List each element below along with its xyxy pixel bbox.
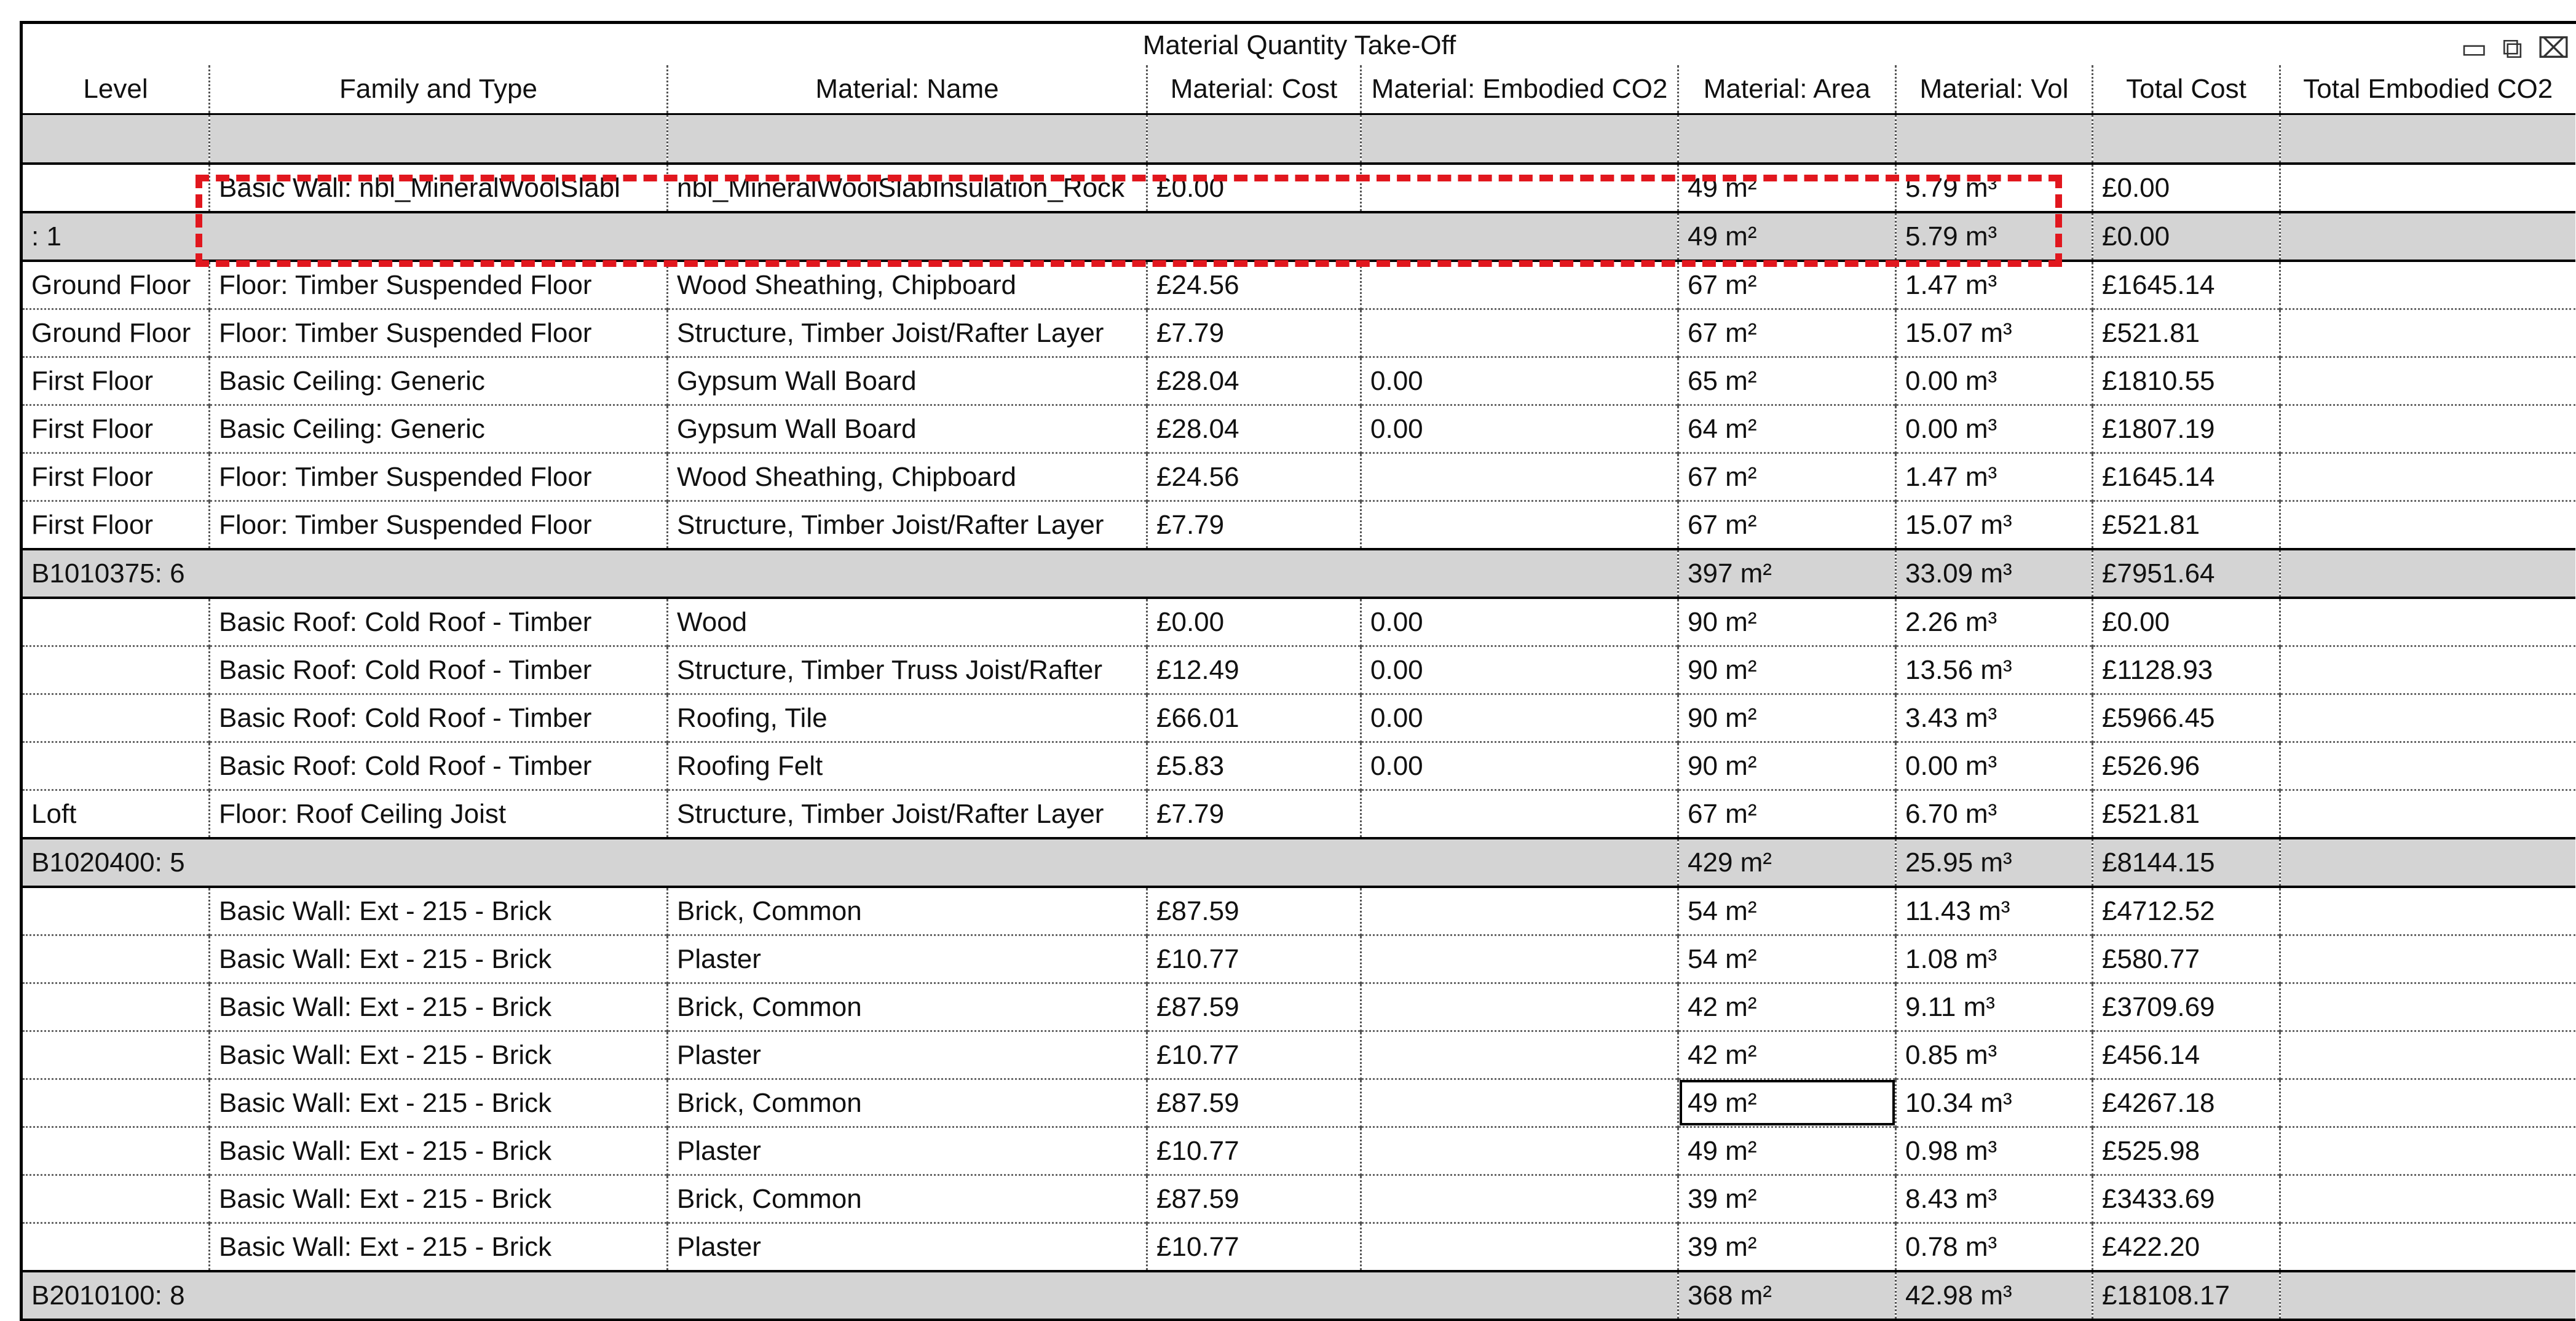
table-cell[interactable]: £28.04: [1147, 357, 1361, 405]
table-cell[interactable]: [22, 1175, 210, 1223]
header-row: [22, 65, 2575, 114]
table-cell[interactable]: £1645.14: [2093, 453, 2280, 501]
table-cell[interactable]: Loft: [22, 790, 210, 838]
table-cell[interactable]: £87.59: [1147, 1175, 1361, 1223]
table-cell[interactable]: [22, 742, 210, 790]
table-cell[interactable]: Basic Wall: nbl_MineralWoolSlabl: [210, 164, 668, 212]
subtotal-co2: [2280, 838, 2575, 887]
table-cell[interactable]: Basic Wall: Ext - 215 - Brick: [210, 1175, 668, 1223]
restore-icon[interactable]: ⧉: [2502, 32, 2523, 64]
table-cell[interactable]: £3433.69: [2093, 1175, 2280, 1223]
table-cell[interactable]: 11.43 m³: [1896, 887, 2093, 935]
table-cell[interactable]: Gypsum Wall Board: [668, 357, 1147, 405]
table-cell[interactable]: £1807.19: [2093, 405, 2280, 453]
table-cell[interactable]: £526.96: [2093, 742, 2280, 790]
table-cell[interactable]: 2.26 m³: [1896, 598, 2093, 646]
schedule-title-bar: [20, 21, 2576, 65]
column-header[interactable]: Material: Name: [668, 65, 1147, 114]
table-cell[interactable]: 0.00: [1361, 357, 1678, 405]
table-cell[interactable]: Wood Sheathing, Chipboard: [668, 261, 1147, 309]
table-cell[interactable]: [2280, 790, 2575, 838]
table-cell[interactable]: Gypsum Wall Board: [668, 405, 1147, 453]
table-cell[interactable]: Basic Ceiling: Generic: [210, 405, 668, 453]
subtotal-cost: £7951.64: [2093, 549, 2280, 598]
table-cell[interactable]: [1361, 1031, 1678, 1079]
table-cell[interactable]: Structure, Timber Truss Joist/Rafter: [668, 646, 1147, 694]
table-cell[interactable]: 0.00 m³: [1896, 357, 2093, 405]
table-cell[interactable]: 1.47 m³: [1896, 261, 2093, 309]
table-cell[interactable]: 39 m²: [1678, 1175, 1896, 1223]
table-cell[interactable]: [1361, 501, 1678, 549]
table-cell[interactable]: Floor: Timber Suspended Floor: [210, 261, 668, 309]
subtotal-row[interactable]: [22, 212, 2575, 261]
table-cell[interactable]: 42 m²: [1678, 983, 1896, 1031]
table-cell[interactable]: Structure, Timber Joist/Rafter Layer: [668, 501, 1147, 549]
table-cell[interactable]: Brick, Common: [668, 983, 1147, 1031]
table-cell[interactable]: £87.59: [1147, 887, 1361, 935]
window-controls: [2461, 31, 2570, 66]
table-cell[interactable]: £24.56: [1147, 453, 1361, 501]
table-cell[interactable]: Basic Wall: Ext - 215 - Brick: [210, 983, 668, 1031]
table-cell[interactable]: [2280, 1175, 2575, 1223]
table-cell[interactable]: [22, 935, 210, 983]
table-row[interactable]: [22, 983, 2575, 1031]
table-cell: [1678, 114, 1896, 164]
table-cell[interactable]: 0.78 m³: [1896, 1223, 2093, 1271]
table-cell[interactable]: Basic Wall: Ext - 215 - Brick: [210, 1079, 668, 1127]
table-cell[interactable]: £10.77: [1147, 1127, 1361, 1175]
table-cell[interactable]: 0.00: [1361, 694, 1678, 742]
table-cell[interactable]: Basic Roof: Cold Roof - Timber: [210, 694, 668, 742]
table-cell[interactable]: [2280, 1031, 2575, 1079]
table-cell[interactable]: [1361, 261, 1678, 309]
column-header[interactable]: Material: Cost: [1147, 65, 1361, 114]
material-takeoff-table: [20, 65, 2575, 1321]
table-cell[interactable]: Basic Wall: Ext - 215 - Brick: [210, 887, 668, 935]
table-cell[interactable]: First Floor: [22, 357, 210, 405]
subtotal-label: : 1: [22, 212, 1678, 261]
table-cell[interactable]: [22, 694, 210, 742]
table-cell[interactable]: [1361, 935, 1678, 983]
table-cell[interactable]: £87.59: [1147, 983, 1361, 1031]
table-cell[interactable]: [1361, 1127, 1678, 1175]
table-cell[interactable]: [22, 983, 210, 1031]
table-cell[interactable]: [1361, 983, 1678, 1031]
table-row[interactable]: [22, 646, 2575, 694]
table-cell[interactable]: £456.14: [2093, 1031, 2280, 1079]
table-cell[interactable]: Brick, Common: [668, 887, 1147, 935]
table-cell[interactable]: 90 m²: [1678, 598, 1896, 646]
table-cell: [2093, 114, 2280, 164]
table-cell[interactable]: Floor: Timber Suspended Floor: [210, 309, 668, 357]
table-cell[interactable]: 90 m²: [1678, 742, 1896, 790]
table-cell[interactable]: [22, 598, 210, 646]
table-cell[interactable]: 67 m²: [1678, 261, 1896, 309]
table-cell[interactable]: £521.81: [2093, 501, 2280, 549]
table-cell[interactable]: Roofing Felt: [668, 742, 1147, 790]
table-cell: [210, 114, 668, 164]
table-cell[interactable]: [1361, 309, 1678, 357]
table-cell[interactable]: Basic Roof: Cold Roof - Timber: [210, 646, 668, 694]
table-cell[interactable]: 0.00: [1361, 598, 1678, 646]
table-cell[interactable]: 65 m²: [1678, 357, 1896, 405]
subtotal-label: B1010375: 6: [22, 549, 1678, 598]
table-cell[interactable]: Floor: Roof Ceiling Joist: [210, 790, 668, 838]
table-cell[interactable]: £7.79: [1147, 309, 1361, 357]
table-cell[interactable]: 13.56 m³: [1896, 646, 2093, 694]
table-cell[interactable]: 90 m²: [1678, 694, 1896, 742]
subtotal-vol: 25.95 m³: [1896, 838, 2093, 887]
table-body: [22, 114, 2575, 1320]
table-row[interactable]: [22, 1127, 2575, 1175]
table-cell[interactable]: £87.59: [1147, 1079, 1361, 1127]
table-cell[interactable]: £28.04: [1147, 405, 1361, 453]
table-cell[interactable]: Plaster: [668, 1031, 1147, 1079]
table-cell[interactable]: 39 m²: [1678, 1223, 1896, 1271]
table-row[interactable]: [22, 694, 2575, 742]
table-cell: [1896, 114, 2093, 164]
table-cell[interactable]: Basic Wall: Ext - 215 - Brick: [210, 1031, 668, 1079]
table-cell[interactable]: Wood: [668, 598, 1147, 646]
subtotal-cost: £0.00: [2093, 212, 2280, 261]
subtotal-vol: 33.09 m³: [1896, 549, 2093, 598]
table-cell[interactable]: £7.79: [1147, 501, 1361, 549]
table-cell[interactable]: 0.00 m³: [1896, 405, 2093, 453]
table-cell[interactable]: [22, 1079, 210, 1127]
table-cell[interactable]: [2280, 1223, 2575, 1271]
table-cell: [1147, 114, 1361, 164]
table-cell: [22, 114, 210, 164]
table-cell[interactable]: £10.77: [1147, 1031, 1361, 1079]
table-cell[interactable]: £521.81: [2093, 309, 2280, 357]
subtotal-co2: [2280, 212, 2575, 261]
table-cell[interactable]: 49 m²: [1678, 1127, 1896, 1175]
subtotal-vol: 5.79 m³: [1896, 212, 2093, 261]
subtotal-cost: £18108.17: [2093, 1271, 2280, 1320]
table-cell[interactable]: £0.00: [2093, 598, 2280, 646]
table-cell[interactable]: 1.47 m³: [1896, 453, 2093, 501]
subtotal-row[interactable]: [22, 838, 2575, 887]
table-cell[interactable]: 49 m²: [1678, 1079, 1896, 1127]
table-cell: [2280, 114, 2575, 164]
table-cell[interactable]: 9.11 m³: [1896, 983, 2093, 1031]
table-cell[interactable]: Plaster: [668, 935, 1147, 983]
table-cell[interactable]: [2280, 261, 2575, 309]
subtotal-area: 368 m²: [1678, 1271, 1896, 1320]
table-cell[interactable]: £0.00: [2093, 164, 2280, 212]
table-cell[interactable]: 67 m²: [1678, 453, 1896, 501]
table-cell[interactable]: 67 m²: [1678, 501, 1896, 549]
table-cell[interactable]: 6.70 m³: [1896, 790, 2093, 838]
table-cell[interactable]: 15.07 m³: [1896, 309, 2093, 357]
column-header[interactable]: Material: Vol: [1896, 65, 2093, 114]
column-header[interactable]: Family and Type: [210, 65, 668, 114]
subtotal-area: 49 m²: [1678, 212, 1896, 261]
table-cell[interactable]: [1361, 1175, 1678, 1223]
table-cell[interactable]: 54 m²: [1678, 887, 1896, 935]
table-cell[interactable]: Basic Wall: Ext - 215 - Brick: [210, 1223, 668, 1271]
table-cell[interactable]: Basic Ceiling: Generic: [210, 357, 668, 405]
table-cell[interactable]: £580.77: [2093, 935, 2280, 983]
table-cell[interactable]: Basic Roof: Cold Roof - Timber: [210, 598, 668, 646]
subtotal-row[interactable]: [22, 549, 2575, 598]
subtotal-area: 397 m²: [1678, 549, 1896, 598]
table-cell[interactable]: Brick, Common: [668, 1175, 1147, 1223]
table-cell[interactable]: £1810.55: [2093, 357, 2280, 405]
table-row[interactable]: [22, 1175, 2575, 1223]
table-cell[interactable]: 5.79 m³: [1896, 164, 2093, 212]
column-header[interactable]: Material: Embodied CO2: [1361, 65, 1678, 114]
table-cell[interactable]: £7.79: [1147, 790, 1361, 838]
table-row[interactable]: [22, 164, 2575, 212]
subtotal-co2: [2280, 549, 2575, 598]
table-cell[interactable]: £1128.93: [2093, 646, 2280, 694]
table-cell[interactable]: 0.98 m³: [1896, 1127, 2093, 1175]
table-row[interactable]: [22, 935, 2575, 983]
table-row[interactable]: [22, 501, 2575, 549]
column-header[interactable]: Total Cost: [2093, 65, 2280, 114]
subtotal-cost: £8144.15: [2093, 838, 2280, 887]
table-cell[interactable]: [2280, 742, 2575, 790]
table-cell[interactable]: [1361, 1223, 1678, 1271]
subtotal-row[interactable]: [22, 1271, 2575, 1320]
table-cell[interactable]: £525.98: [2093, 1127, 2280, 1175]
table-cell[interactable]: 67 m²: [1678, 309, 1896, 357]
table-row[interactable]: [22, 357, 2575, 405]
table-row[interactable]: [22, 1223, 2575, 1271]
table-cell[interactable]: £4267.18: [2093, 1079, 2280, 1127]
table-cell[interactable]: [22, 646, 210, 694]
table-cell[interactable]: £12.49: [1147, 646, 1361, 694]
table-cell[interactable]: £0.00: [1147, 598, 1361, 646]
table-cell[interactable]: £24.56: [1147, 261, 1361, 309]
table-cell[interactable]: 15.07 m³: [1896, 501, 2093, 549]
subtotal-co2: [2280, 1271, 2575, 1320]
table-cell[interactable]: First Floor: [22, 453, 210, 501]
table-cell[interactable]: Roofing, Tile: [668, 694, 1147, 742]
column-header[interactable]: Level: [22, 65, 210, 114]
table-cell[interactable]: nbl_MineralWoolSlabInsulation_Rock: [668, 164, 1147, 212]
table-row[interactable]: [22, 309, 2575, 357]
table-cell[interactable]: [22, 164, 210, 212]
table-cell[interactable]: £521.81: [2093, 790, 2280, 838]
table-cell[interactable]: Basic Wall: Ext - 215 - Brick: [210, 935, 668, 983]
table-row[interactable]: [22, 1031, 2575, 1079]
table-cell[interactable]: [1361, 1079, 1678, 1127]
table-cell[interactable]: First Floor: [22, 405, 210, 453]
table-row[interactable]: [22, 887, 2575, 935]
table-cell[interactable]: 0.00 m³: [1896, 742, 2093, 790]
minimize-icon[interactable]: ▭: [2460, 32, 2488, 64]
table-cell[interactable]: 10.34 m³: [1896, 1079, 2093, 1127]
table-cell[interactable]: £3709.69: [2093, 983, 2280, 1031]
table-cell[interactable]: Structure, Timber Joist/Rafter Layer: [668, 790, 1147, 838]
table-cell[interactable]: Plaster: [668, 1223, 1147, 1271]
table-cell[interactable]: 42 m²: [1678, 1031, 1896, 1079]
subtotal-vol: 42.98 m³: [1896, 1271, 2093, 1320]
table-cell[interactable]: £5966.45: [2093, 694, 2280, 742]
table-cell[interactable]: [2280, 983, 2575, 1031]
table-cell[interactable]: Plaster: [668, 1127, 1147, 1175]
table-row[interactable]: [22, 1079, 2575, 1127]
table-cell[interactable]: [1361, 887, 1678, 935]
subtotal-label: B2010100: 8: [22, 1271, 1678, 1320]
table-cell[interactable]: 0.00: [1361, 742, 1678, 790]
table-cell[interactable]: [22, 1223, 210, 1271]
table-cell[interactable]: [2280, 1079, 2575, 1127]
table-cell[interactable]: [2280, 164, 2575, 212]
table-cell[interactable]: Ground Floor: [22, 261, 210, 309]
table-cell[interactable]: Wood Sheathing, Chipboard: [668, 453, 1147, 501]
table-cell[interactable]: 90 m²: [1678, 646, 1896, 694]
table-cell[interactable]: £10.77: [1147, 1223, 1361, 1271]
table-cell[interactable]: [22, 1127, 210, 1175]
table-row[interactable]: [22, 453, 2575, 501]
table-row[interactable]: [22, 790, 2575, 838]
schedule-title: Material Quantity Take-Off: [1142, 30, 1456, 60]
table-cell[interactable]: 54 m²: [1678, 935, 1896, 983]
table-cell[interactable]: [2280, 1127, 2575, 1175]
table-cell[interactable]: 8.43 m³: [1896, 1175, 2093, 1223]
table-cell[interactable]: 67 m²: [1678, 790, 1896, 838]
table-cell: [1361, 114, 1678, 164]
table-cell[interactable]: [2280, 598, 2575, 646]
table-cell: [668, 114, 1147, 164]
table-cell[interactable]: 1.08 m³: [1896, 935, 2093, 983]
table-cell[interactable]: First Floor: [22, 501, 210, 549]
table-cell[interactable]: Floor: Timber Suspended Floor: [210, 453, 668, 501]
table-cell[interactable]: Basic Roof: Cold Roof - Timber: [210, 742, 668, 790]
table-cell[interactable]: [2280, 887, 2575, 935]
column-header[interactable]: Material: Area: [1678, 65, 1896, 114]
column-header[interactable]: Total Embodied CO2: [2280, 65, 2575, 114]
table-cell[interactable]: [1361, 164, 1678, 212]
subtotal-area: 429 m²: [1678, 838, 1896, 887]
table-cell[interactable]: £0.00: [1147, 164, 1361, 212]
table-cell[interactable]: £4712.52: [2093, 887, 2280, 935]
schedule-window: [15, 21, 2576, 1311]
subtotal-label: B1020400: 5: [22, 838, 1678, 887]
table-cell[interactable]: 0.00: [1361, 405, 1678, 453]
table-cell[interactable]: £5.83: [1147, 742, 1361, 790]
table-cell[interactable]: £66.01: [1147, 694, 1361, 742]
table-cell[interactable]: 49 m²: [1678, 164, 1896, 212]
table-row[interactable]: [22, 405, 2575, 453]
table-cell[interactable]: Ground Floor: [22, 309, 210, 357]
table-cell[interactable]: [2280, 646, 2575, 694]
table-cell[interactable]: [1361, 790, 1678, 838]
table-cell[interactable]: Floor: Timber Suspended Floor: [210, 501, 668, 549]
table-cell[interactable]: [22, 1031, 210, 1079]
blank-group-row: [22, 114, 2575, 164]
table-cell[interactable]: 0.85 m³: [1896, 1031, 2093, 1079]
table-cell[interactable]: [22, 887, 210, 935]
table-cell[interactable]: [1361, 453, 1678, 501]
table-row[interactable]: [22, 742, 2575, 790]
table-cell[interactable]: [2280, 405, 2575, 453]
table-row[interactable]: [22, 261, 2575, 309]
table-cell[interactable]: 3.43 m³: [1896, 694, 2093, 742]
table-cell[interactable]: [2280, 357, 2575, 405]
close-icon[interactable]: ⌧: [2537, 32, 2570, 64]
table-cell[interactable]: [2280, 453, 2575, 501]
table-cell[interactable]: Brick, Common: [668, 1079, 1147, 1127]
table-cell[interactable]: Basic Wall: Ext - 215 - Brick: [210, 1127, 668, 1175]
table-cell[interactable]: £1645.14: [2093, 261, 2280, 309]
table-cell[interactable]: Structure, Timber Joist/Rafter Layer: [668, 309, 1147, 357]
table-cell[interactable]: [2280, 935, 2575, 983]
table-cell[interactable]: 64 m²: [1678, 405, 1896, 453]
table-cell[interactable]: [2280, 501, 2575, 549]
table-cell[interactable]: 0.00: [1361, 646, 1678, 694]
table-cell[interactable]: £10.77: [1147, 935, 1361, 983]
table-cell[interactable]: [2280, 309, 2575, 357]
table-row[interactable]: [22, 598, 2575, 646]
table-cell[interactable]: [2280, 694, 2575, 742]
table-cell[interactable]: £422.20: [2093, 1223, 2280, 1271]
